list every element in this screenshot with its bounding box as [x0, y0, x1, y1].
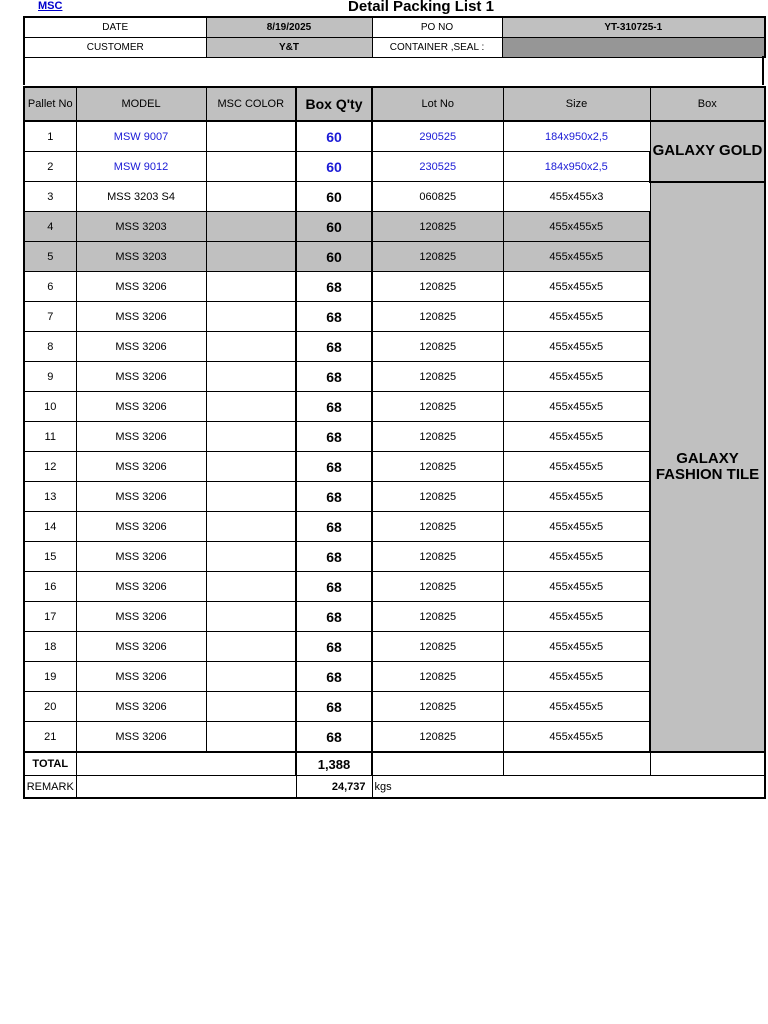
- model-cell[interactable]: MSS 3206: [76, 272, 206, 302]
- col-header-pallet: Pallet No: [24, 87, 76, 121]
- lot-no-cell[interactable]: 120825: [372, 512, 503, 542]
- size-cell[interactable]: 455x455x5: [503, 572, 650, 602]
- color-cell[interactable]: [206, 602, 296, 632]
- lot-no-cell[interactable]: 120825: [372, 422, 503, 452]
- color-cell[interactable]: [206, 272, 296, 302]
- pallet-no-cell[interactable]: 17: [24, 602, 76, 632]
- model-cell[interactable]: MSS 3206: [76, 662, 206, 692]
- color-cell[interactable]: [206, 212, 296, 242]
- box-qty-cell[interactable]: 68: [296, 512, 372, 542]
- size-cell[interactable]: 455x455x5: [503, 362, 650, 392]
- table-row: [24, 182, 765, 212]
- lot-no-cell[interactable]: 120825: [372, 572, 503, 602]
- table-header-row: [24, 87, 765, 121]
- box-qty-cell[interactable]: 68: [296, 602, 372, 632]
- pallet-no-cell[interactable]: 14: [24, 512, 76, 542]
- color-cell[interactable]: [206, 662, 296, 692]
- box-qty-cell[interactable]: 60: [296, 242, 372, 272]
- box-qty-cell[interactable]: 68: [296, 272, 372, 302]
- size-cell[interactable]: 455x455x5: [503, 392, 650, 422]
- model-cell[interactable]: MSS 3206: [76, 692, 206, 722]
- pallet-no-cell[interactable]: 9: [24, 362, 76, 392]
- size-cell[interactable]: 455x455x5: [503, 602, 650, 632]
- lot-no-cell[interactable]: 060825: [372, 182, 503, 212]
- box-qty-cell[interactable]: 68: [296, 662, 372, 692]
- col-header-model: MODEL: [76, 87, 206, 121]
- box-qty-cell[interactable]: 68: [296, 632, 372, 662]
- lot-no-cell[interactable]: 120825: [372, 722, 503, 753]
- color-cell[interactable]: [206, 722, 296, 753]
- pallet-no-cell[interactable]: 2: [24, 152, 76, 182]
- color-cell[interactable]: [206, 512, 296, 542]
- box-qty-cell[interactable]: 60: [296, 121, 372, 152]
- size-cell[interactable]: 455x455x5: [503, 722, 650, 753]
- lot-no-cell[interactable]: 120825: [372, 272, 503, 302]
- pallet-no-cell[interactable]: 8: [24, 332, 76, 362]
- box-qty-cell[interactable]: 60: [296, 152, 372, 182]
- lot-no-cell[interactable]: 120825: [372, 632, 503, 662]
- model-cell[interactable]: MSS 3206: [76, 632, 206, 662]
- size-cell[interactable]: 455x455x5: [503, 452, 650, 482]
- msc-link[interactable]: MSC: [38, 0, 63, 12]
- pallet-no-cell[interactable]: 4: [24, 212, 76, 242]
- header-info-table: [23, 16, 766, 58]
- total-row: [24, 752, 765, 776]
- pallet-no-cell[interactable]: 16: [24, 572, 76, 602]
- total-label: TOTAL: [24, 752, 76, 776]
- lot-no-cell[interactable]: 290525: [372, 121, 503, 152]
- po-value[interactable]: YT-310725-1: [502, 17, 765, 38]
- model-cell[interactable]: MSS 3206: [76, 452, 206, 482]
- col-header-lot: Lot No: [372, 87, 503, 121]
- color-cell[interactable]: [206, 482, 296, 512]
- pallet-no-cell[interactable]: 18: [24, 632, 76, 662]
- size-cell[interactable]: 184x950x2,5: [503, 152, 650, 182]
- remark-row: [24, 776, 765, 799]
- pallet-no-cell[interactable]: 3: [24, 182, 76, 212]
- size-cell[interactable]: 455x455x5: [503, 692, 650, 722]
- size-cell[interactable]: 455x455x5: [503, 272, 650, 302]
- size-cell[interactable]: 455x455x5: [503, 542, 650, 572]
- lot-no-cell[interactable]: 120825: [372, 392, 503, 422]
- col-header-box: Box: [650, 87, 765, 121]
- model-cell[interactable]: MSS 3206: [76, 722, 206, 753]
- pallet-no-cell[interactable]: 21: [24, 722, 76, 753]
- color-cell[interactable]: [206, 392, 296, 422]
- model-cell[interactable]: MSS 3206: [76, 392, 206, 422]
- model-cell[interactable]: MSS 3206: [76, 332, 206, 362]
- box-qty-cell[interactable]: 68: [296, 422, 372, 452]
- pallet-no-cell[interactable]: 6: [24, 272, 76, 302]
- size-cell[interactable]: 455x455x5: [503, 482, 650, 512]
- remark-blank-cell[interactable]: [76, 776, 296, 799]
- box-qty-cell[interactable]: 68: [296, 572, 372, 602]
- size-cell[interactable]: 455x455x3: [503, 182, 650, 212]
- pallet-no-cell[interactable]: 5: [24, 242, 76, 272]
- color-cell[interactable]: [206, 332, 296, 362]
- color-cell[interactable]: [206, 362, 296, 392]
- table-row: [24, 121, 765, 152]
- customer-value[interactable]: Y&T: [206, 38, 372, 58]
- size-cell[interactable]: 184x950x2,5: [503, 121, 650, 152]
- lot-no-cell[interactable]: 230525: [372, 152, 503, 182]
- model-cell[interactable]: MSS 3203 S4: [76, 182, 206, 212]
- model-cell[interactable]: MSS 3206: [76, 512, 206, 542]
- color-cell[interactable]: [206, 542, 296, 572]
- size-cell[interactable]: 455x455x5: [503, 242, 650, 272]
- customer-label: CUSTOMER: [24, 38, 206, 58]
- pallet-no-cell[interactable]: 20: [24, 692, 76, 722]
- color-cell[interactable]: [206, 632, 296, 662]
- box-qty-cell[interactable]: 68: [296, 362, 372, 392]
- date-label: DATE: [24, 17, 206, 38]
- box-qty-cell[interactable]: 68: [296, 452, 372, 482]
- box-qty-cell[interactable]: 68: [296, 722, 372, 753]
- color-cell[interactable]: [206, 422, 296, 452]
- model-cell[interactable]: MSW 9007: [76, 121, 206, 152]
- color-cell[interactable]: [206, 452, 296, 482]
- box-qty-cell[interactable]: 60: [296, 212, 372, 242]
- box-qty-cell[interactable]: 68: [296, 332, 372, 362]
- lot-no-cell[interactable]: 120825: [372, 302, 503, 332]
- box-qty-cell[interactable]: 68: [296, 482, 372, 512]
- color-cell[interactable]: [206, 302, 296, 332]
- size-cell[interactable]: 455x455x5: [503, 512, 650, 542]
- model-cell[interactable]: MSS 3206: [76, 362, 206, 392]
- date-value[interactable]: 8/19/2025: [206, 17, 372, 38]
- size-cell[interactable]: 455x455x5: [503, 302, 650, 332]
- lot-no-cell[interactable]: 120825: [372, 242, 503, 272]
- pallet-no-cell[interactable]: 10: [24, 392, 76, 422]
- spacer-row: [23, 56, 764, 85]
- box-qty-cell[interactable]: 68: [296, 542, 372, 572]
- lot-no-cell[interactable]: 120825: [372, 332, 503, 362]
- model-cell[interactable]: MSS 3206: [76, 602, 206, 632]
- container-label: CONTAINER ,SEAL :: [372, 38, 502, 58]
- color-cell[interactable]: [206, 152, 296, 182]
- lot-no-cell[interactable]: 120825: [372, 452, 503, 482]
- size-cell[interactable]: 455x455x5: [503, 632, 650, 662]
- pallet-no-cell[interactable]: 12: [24, 452, 76, 482]
- size-cell[interactable]: 455x455x5: [503, 212, 650, 242]
- col-header-color: MSC COLOR: [206, 87, 296, 121]
- total-qty: 1,388: [296, 752, 372, 776]
- pallet-no-cell[interactable]: 7: [24, 302, 76, 332]
- page-title: Detail Packing List 1: [348, 0, 494, 15]
- model-cell[interactable]: MSS 3206: [76, 422, 206, 452]
- model-cell[interactable]: MSS 3206: [76, 482, 206, 512]
- total-box-cell: [650, 752, 765, 776]
- pallet-no-cell[interactable]: 1: [24, 121, 76, 152]
- pallet-no-cell[interactable]: 13: [24, 482, 76, 512]
- lot-no-cell[interactable]: 120825: [372, 692, 503, 722]
- weight-unit: kgs: [372, 776, 765, 799]
- box-qty-cell[interactable]: 68: [296, 302, 372, 332]
- box-qty-cell[interactable]: 68: [296, 392, 372, 422]
- model-cell[interactable]: MSS 3206: [76, 302, 206, 332]
- size-cell[interactable]: 455x455x5: [503, 332, 650, 362]
- lot-no-cell[interactable]: 120825: [372, 602, 503, 632]
- model-cell[interactable]: MSS 3206: [76, 542, 206, 572]
- color-cell[interactable]: [206, 182, 296, 212]
- box-group-cell[interactable]: GALAXY GOLD: [650, 121, 765, 182]
- container-value[interactable]: [502, 38, 765, 58]
- pallet-no-cell[interactable]: 19: [24, 662, 76, 692]
- box-qty-cell[interactable]: 60: [296, 182, 372, 212]
- model-cell[interactable]: MSW 9012: [76, 152, 206, 182]
- model-cell[interactable]: MSS 3203: [76, 212, 206, 242]
- remark-label: REMARK: [24, 776, 76, 799]
- total-lot-cell: [372, 752, 503, 776]
- color-cell[interactable]: [206, 242, 296, 272]
- model-cell[interactable]: MSS 3203: [76, 242, 206, 272]
- lot-no-cell[interactable]: 120825: [372, 362, 503, 392]
- total-size-cell: [503, 752, 650, 776]
- lot-no-cell[interactable]: 120825: [372, 542, 503, 572]
- pallet-no-cell[interactable]: 11: [24, 422, 76, 452]
- size-cell[interactable]: 455x455x5: [503, 662, 650, 692]
- color-cell[interactable]: [206, 692, 296, 722]
- color-cell[interactable]: [206, 121, 296, 152]
- total-weight: 24,737: [296, 776, 372, 799]
- color-cell[interactable]: [206, 572, 296, 602]
- lot-no-cell[interactable]: 120825: [372, 212, 503, 242]
- col-header-qty: Box Q'ty: [296, 87, 372, 121]
- box-qty-cell[interactable]: 68: [296, 692, 372, 722]
- box-group-cell[interactable]: GALAXY FASHION TILE: [650, 182, 765, 753]
- pallet-no-cell[interactable]: 15: [24, 542, 76, 572]
- lot-no-cell[interactable]: 120825: [372, 662, 503, 692]
- col-header-size: Size: [503, 87, 650, 121]
- size-cell[interactable]: 455x455x5: [503, 422, 650, 452]
- total-blank-cell: [76, 752, 296, 776]
- po-label: PO NO: [372, 17, 502, 38]
- lot-no-cell[interactable]: 120825: [372, 482, 503, 512]
- packing-table: [23, 86, 766, 799]
- model-cell[interactable]: MSS 3206: [76, 572, 206, 602]
